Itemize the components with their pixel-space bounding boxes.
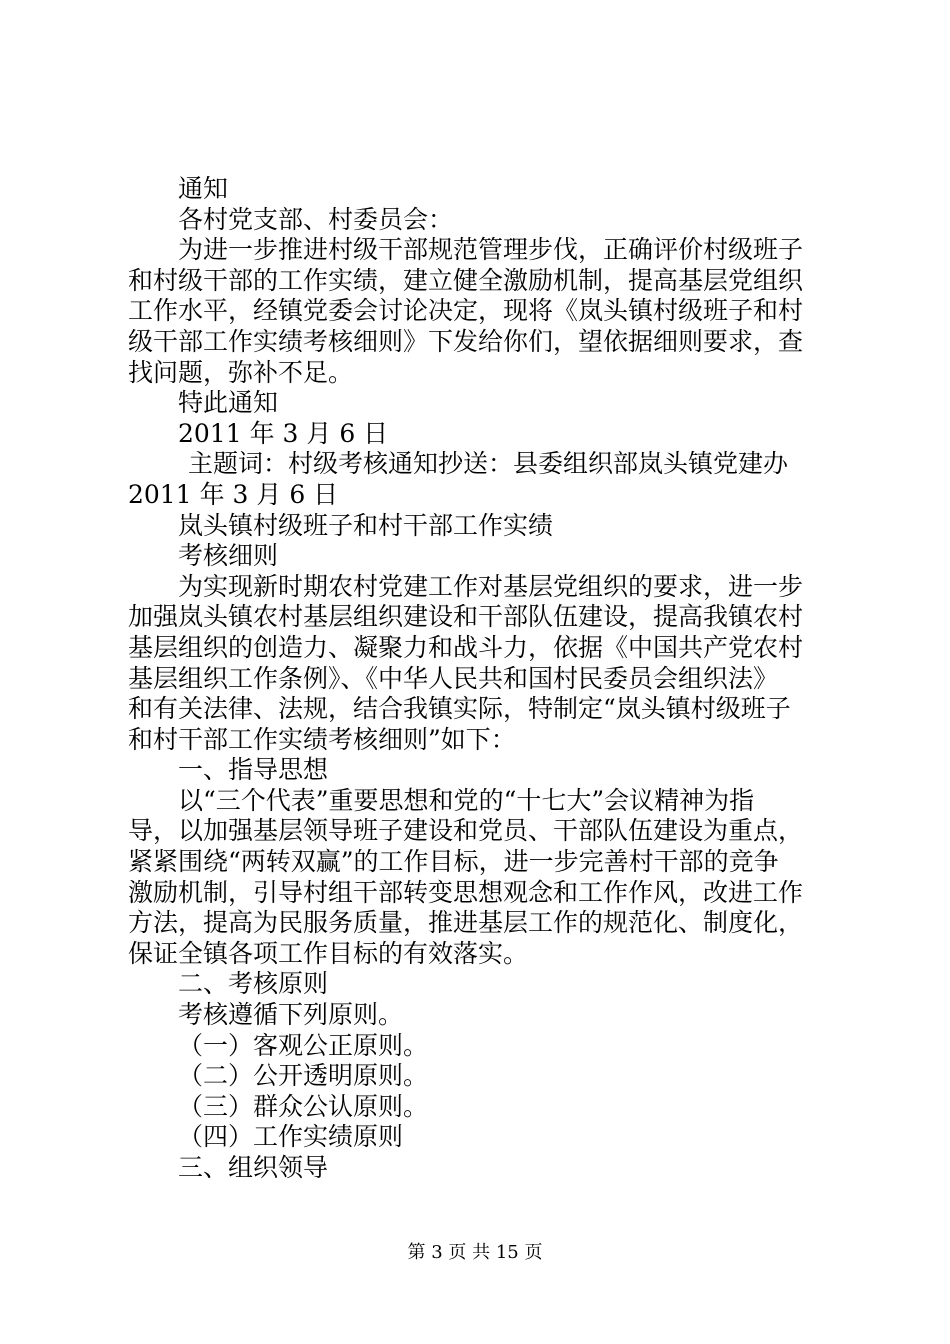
document-body [128,174,828,1184]
text-line: （一）客观公正原则。 [178,1030,429,1060]
text-line: 二、考核原则 [178,969,329,999]
text-line: （二）公开透明原则。 [178,1061,429,1091]
text-line: 2011 年 3 月 6 日 [128,479,339,509]
text-line: 工作水平，经镇党委会讨论决定，现将《岚头镇村级班子和村 [128,296,804,326]
text-line: 基层组织工作条例》、《中华人民共和国村民委员会组织法》 [128,663,779,693]
page-footer: 第 3 页 共 15 页 [407,1242,543,1263]
text-line: 和有关法律、法规，结合我镇实际，特制定“岚头镇村级班子 [128,694,791,724]
text-line: 特此通知 [178,388,279,418]
text-line: 以“三个代表”重要思想和党的“十七大”会议精神为指 [178,785,755,815]
text-line: 考核遵循下列原则。 [178,1000,404,1030]
text-line: 加强岚头镇农村基层组织建设和干部队伍建设，提高我镇农村 [128,602,804,632]
text-line: 激励机制，引导村组干部转变思想观念和工作作风，改进工作 [128,877,804,907]
text-line: 三、组织领导 [178,1153,329,1182]
text-line: 和村干部工作实绩考核细则”如下： [128,724,516,754]
text-line: （三）群众公认原则。 [178,1091,429,1121]
text-line: 保证全镇各项工作目标的有效落实。 [128,938,529,968]
text-line: 紧紧围绕“两转双赢”的工作目标，进一步完善村干部的竞争 [128,847,779,877]
text-line: 通知 [178,174,229,203]
text-line: 方法，提高为民服务质量，推进基层工作的规范化、制度化， [128,908,804,938]
text-line: 主题词：村级考核通知抄送：县委组织部岚头镇党建办 [188,449,789,479]
text-line: 导，以加强基层领导班子建设和党员、干部队伍建设为重点， [128,816,804,846]
text-line: 考核细则 [178,541,279,571]
text-line: 为进一步推进村级干部规范管理步伐，正确评价村级班子 [178,235,804,265]
text-line: 2011 年 3 月 6 日 [178,418,389,448]
text-line: 岚头镇村级班子和村干部工作实绩 [178,510,554,540]
text-line: 一、指导思想 [178,755,329,785]
text-line: 基层组织的创造力、凝聚力和战斗力，依据《中国共产党农村 [128,632,804,662]
text-line: 为实现新时期农村党建工作对基层党组织的要求，进一步 [178,571,804,601]
text-line: 级干部工作实绩考核细则》下发给你们，望依据细则要求，查 [128,326,804,356]
text-line: 和村级干部的工作实绩，建立健全激励机制，提高基层党组织 [128,265,804,295]
text-line: 各村党支部、村委员会： [178,204,454,234]
text-line: （四）工作实绩原则 [178,1122,404,1152]
text-line: 找问题，弥补不足。 [128,357,354,387]
